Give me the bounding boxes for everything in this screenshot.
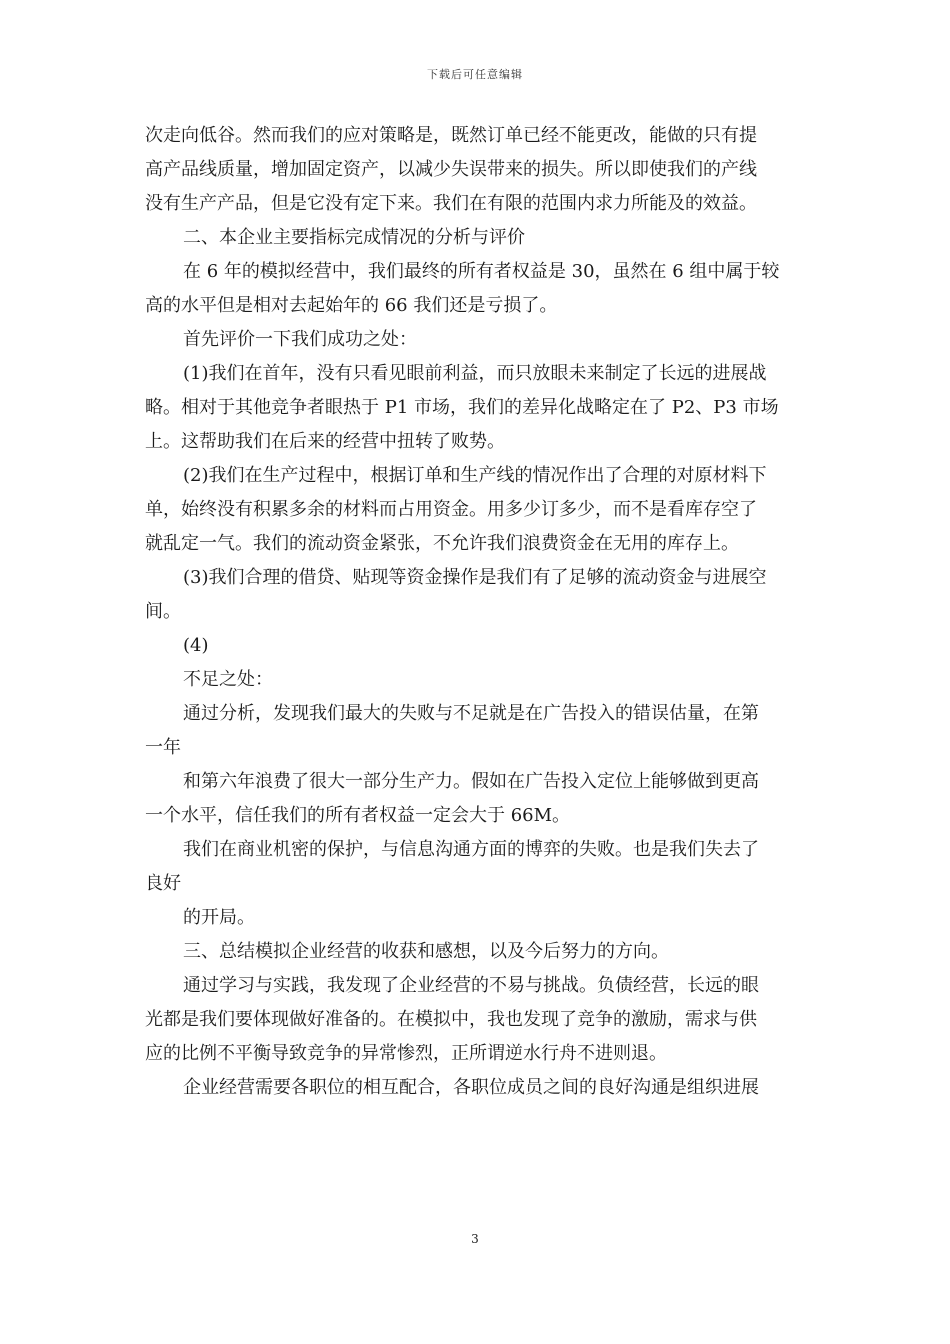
text-line: 一年 [145,737,181,758]
text-line: 单，始终没有积累多余的材料而占用资金。用多少订多少，而不是看库存空了 [145,499,757,520]
text-line: (4) [183,635,209,656]
text-line: 通过学习与实践，我发现了企业经营的不易与挑战。负债经营，长远的眼 [183,975,759,996]
text-line: (2)我们在生产过程中，根据订单和生产线的情况作出了合理的对原材料下 [183,465,767,486]
text-line: 光都是我们要体现做好准备的。在模拟中，我也发现了竞争的激励，需求与供 [145,1009,757,1030]
text-line: 通过分析，发现我们最大的失败与不足就是在广告投入的错误估量，在第 [183,703,759,724]
text-line: 高的水平但是相对去起始年的 66 我们还是亏损了。 [145,295,558,316]
text-line: 三、总结模拟企业经营的收获和感想，以及今后努力的方向。 [183,941,669,962]
text-line: 一个水平，信任我们的所有者权益一定会大于 66M。 [145,805,571,826]
text-line: 良好 [145,873,181,894]
text-line: 我们在商业机密的保护，与信息沟通方面的博弈的失败。也是我们失去了 [183,839,759,860]
text-line: 间。 [145,601,181,622]
text-line: 应的比例不平衡导致竞争的异常惨烈，正所谓逆水行舟不进则退。 [145,1043,667,1064]
text-line: 和第六年浪费了很大一部分生产力。假如在广告投入定位上能够做到更高 [183,771,759,792]
page-header: 下载后可任意编辑 [427,68,523,81]
text-line: 不足之处： [183,669,273,690]
text-line: 二、本企业主要指标完成情况的分析与评价 [183,227,525,248]
text-line: 的开局。 [183,907,255,928]
page-number: 3 [471,1232,479,1246]
text-line: 在 6 年的模拟经营中，我们最终的所有者权益是 30，虽然在 6 组中属于较 [183,261,780,282]
text-line: 首先评价一下我们成功之处： [183,329,417,350]
document-body [145,119,809,1105]
text-line: 略。相对于其他竞争者眼热于 P1 市场，我们的差异化战略定在了 P2、P3 市场 [145,397,779,418]
text-line: 就乱定一气。我们的流动资金紧张，不允许我们浪费资金在无用的库存上。 [145,533,739,554]
text-line: 高产品线质量，增加固定资产，以减少失误带来的损失。所以即使我们的产线 [145,159,757,180]
text-line: 企业经营需要各职位的相互配合，各职位成员之间的良好沟通是组织进展 [183,1077,759,1098]
text-line: 次走向低谷。然而我们的应对策略是，既然订单已经不能更改，能做的只有提 [145,125,757,146]
text-line: 上。这帮助我们在后来的经营中扭转了败势。 [145,431,505,452]
text-line: (3)我们合理的借贷、贴现等资金操作是我们有了足够的流动资金与进展空 [183,567,767,588]
text-line: (1)我们在首年，没有只看见眼前利益，而只放眼未来制定了长远的进展战 [183,363,767,384]
text-line: 没有生产产品，但是它没有定下来。我们在有限的范围内求力所能及的效益。 [145,193,757,214]
